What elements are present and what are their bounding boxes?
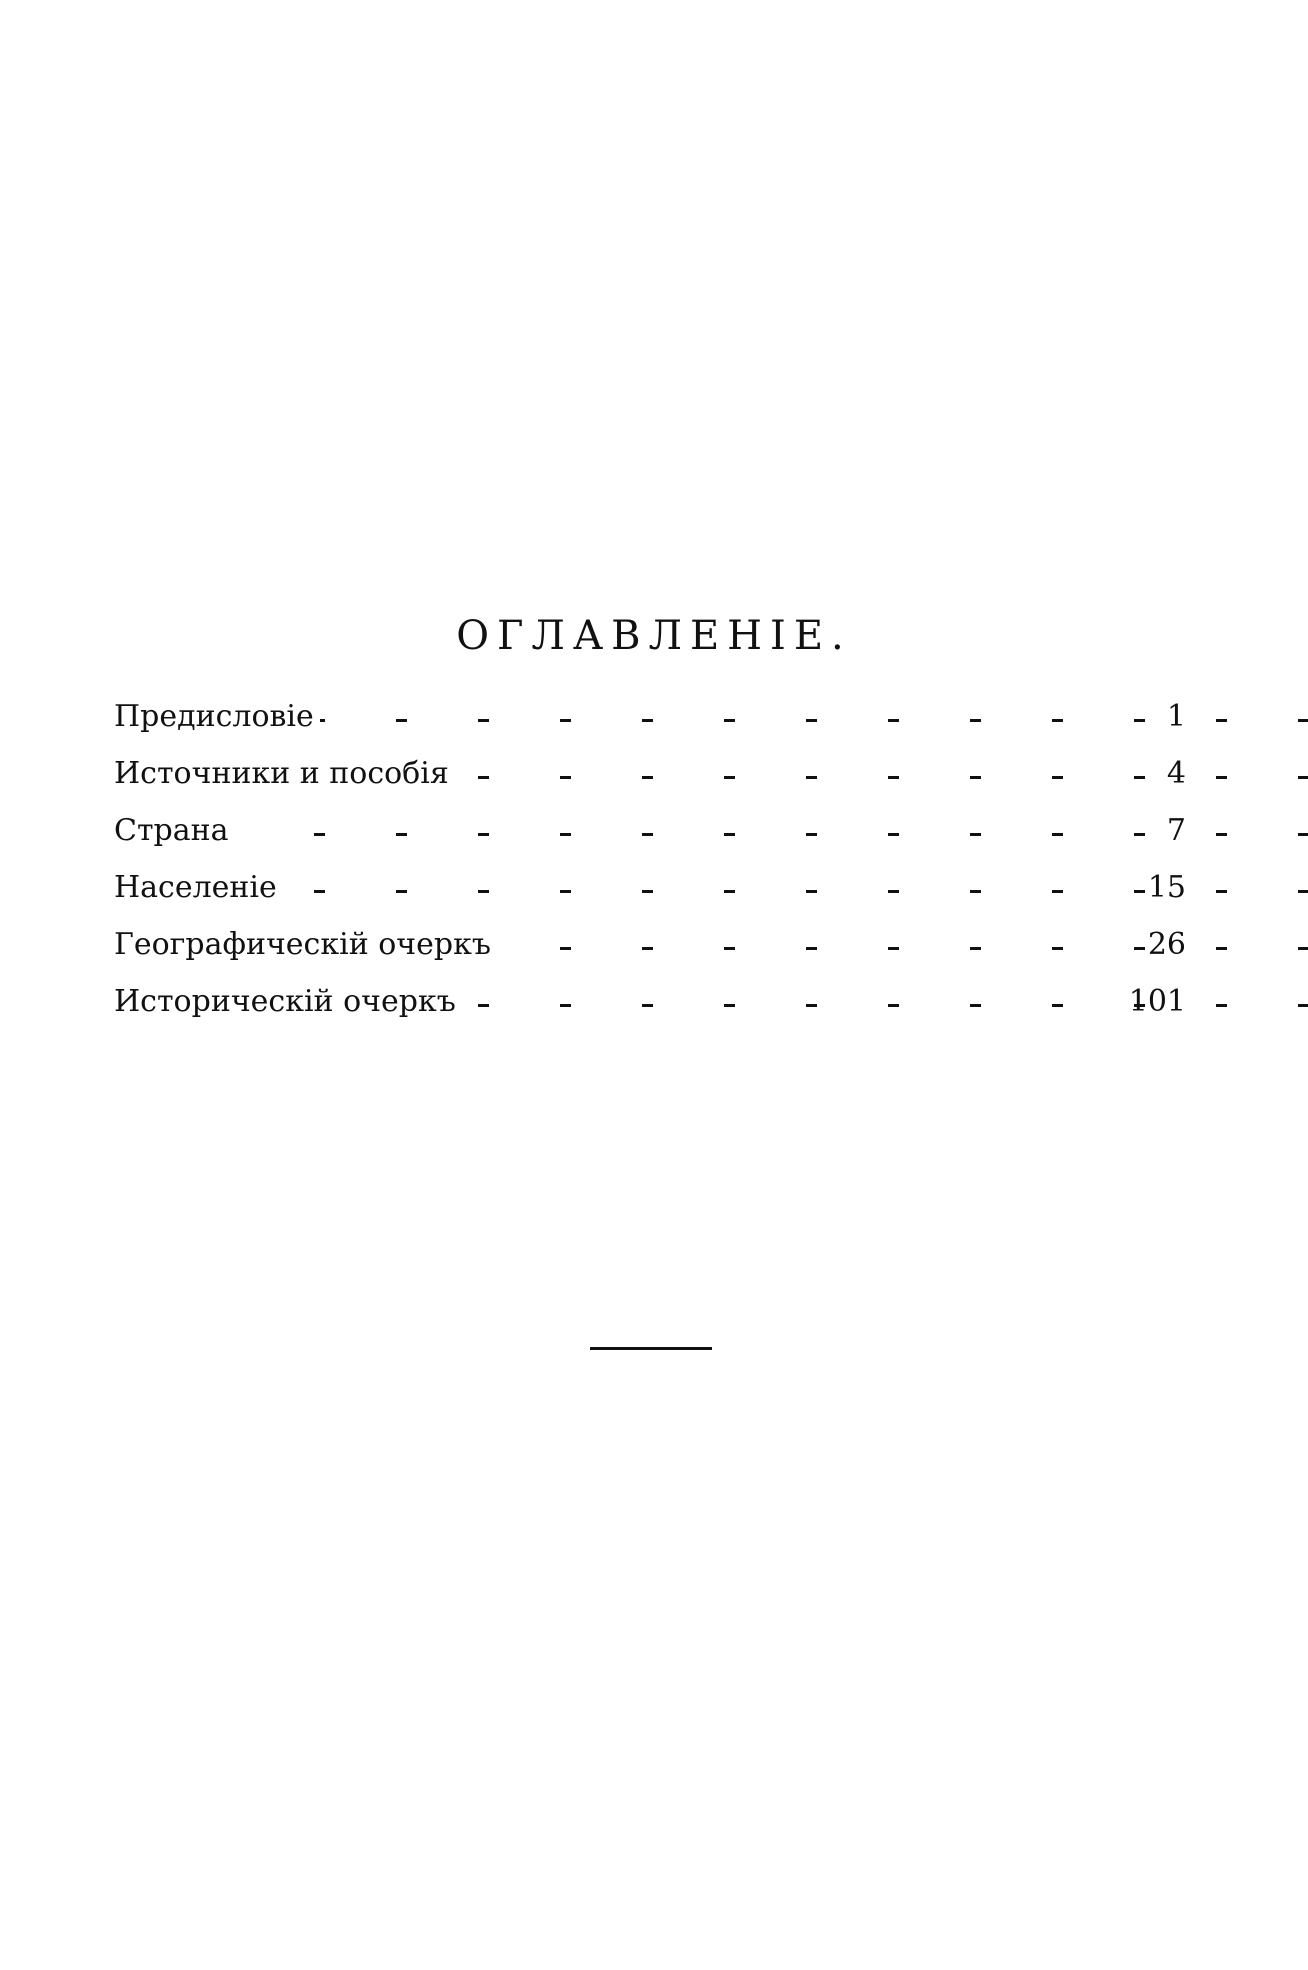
leader-dash [724,833,735,836]
leader-dash [888,776,899,779]
leader-dash [314,833,325,836]
leader-dash [724,890,735,893]
leader-dash [724,1004,735,1007]
leader-dash [560,1004,571,1007]
leader-dash [1216,890,1227,893]
toc-entry-page: 101 [1128,984,1186,1019]
leader-dash [970,890,981,893]
toc-entry-page: 1 [1166,699,1186,734]
leader-dash [1298,890,1308,893]
leader-dash [1298,719,1308,722]
leader-dash [478,833,489,836]
leader-dash [1298,776,1308,779]
leader-dash [806,833,817,836]
leader-dash [724,776,735,779]
leader-dash [806,1004,817,1007]
toc-entry [114,859,1186,916]
leader-dash [970,776,981,779]
leader-dash [478,719,489,722]
toc-entry-label: Источники и пособія [114,745,455,802]
leader-dash [888,947,899,950]
toc-entry [114,973,1186,1030]
leader-dash [1134,947,1145,950]
toc-entry [114,688,1186,745]
leader-dash [396,719,407,722]
leader-dash [478,776,489,779]
leader-dash [314,890,325,893]
toc-entry-page: 4 [1166,756,1186,791]
section-divider-rule [590,1347,712,1350]
toc-entry [114,916,1186,973]
page-title: ОГЛАВЛЕНІЕ. [456,613,852,659]
leader-dash [806,776,817,779]
dot-leaders [314,688,1104,745]
leader-dash [642,776,653,779]
leader-dash [1052,890,1063,893]
leader-dash [806,719,817,722]
leader-dash [1298,833,1308,836]
leader-dash [888,833,899,836]
leader-dash [560,890,571,893]
leader-dash [888,890,899,893]
toc-entry-label: Населеніе [114,859,283,916]
leader-dash [560,719,571,722]
toc-entry-page: 26 [1147,927,1186,962]
leader-dash [396,890,407,893]
toc-entry-label: Историческій очеркъ [114,973,462,1030]
leader-dash [642,1004,653,1007]
leader-dash [1052,833,1063,836]
leader-dash [1216,776,1227,779]
leader-dash [1298,947,1308,950]
leader-dash [1134,719,1145,722]
leader-dash [478,1004,489,1007]
leader-dash [970,947,981,950]
toc-entry-label: Страна [114,802,235,859]
leader-dash [478,890,489,893]
leader-dash [1216,833,1227,836]
leader-dash [1052,1004,1063,1007]
dot-leaders [314,859,1104,916]
leader-dash [888,1004,899,1007]
leader-dash [560,947,571,950]
leader-dash [970,833,981,836]
leader-dash [724,719,735,722]
toc-entry-label: Географическій очеркъ [114,916,497,973]
toc-entry [114,745,1186,802]
leader-dash [642,719,653,722]
leader-dash [560,833,571,836]
leader-dash [1134,833,1145,836]
dot-leaders [314,802,1104,859]
leader-dash [724,947,735,950]
leader-dash [1052,776,1063,779]
leader-dash [1298,1004,1308,1007]
leader-dash [1216,947,1227,950]
leader-dash [1216,1004,1227,1007]
leader-dash [642,890,653,893]
toc-entry-page: 7 [1166,813,1186,848]
leader-dash [888,719,899,722]
leader-dash [806,947,817,950]
leader-dash [642,947,653,950]
leader-dash [396,833,407,836]
toc-entry-page: 15 [1147,870,1186,905]
toc-entry [114,802,1186,859]
toc-entry-label: Предисловіе [114,688,320,745]
leader-dash [970,719,981,722]
leader-dash [1134,890,1145,893]
leader-dash [1134,776,1145,779]
leader-dash [642,833,653,836]
leader-dash [1216,719,1227,722]
leader-dash [560,776,571,779]
leader-dash [1052,947,1063,950]
leader-dash [806,890,817,893]
leader-dash [1052,719,1063,722]
table-of-contents [114,688,1186,1030]
leader-dash [970,1004,981,1007]
